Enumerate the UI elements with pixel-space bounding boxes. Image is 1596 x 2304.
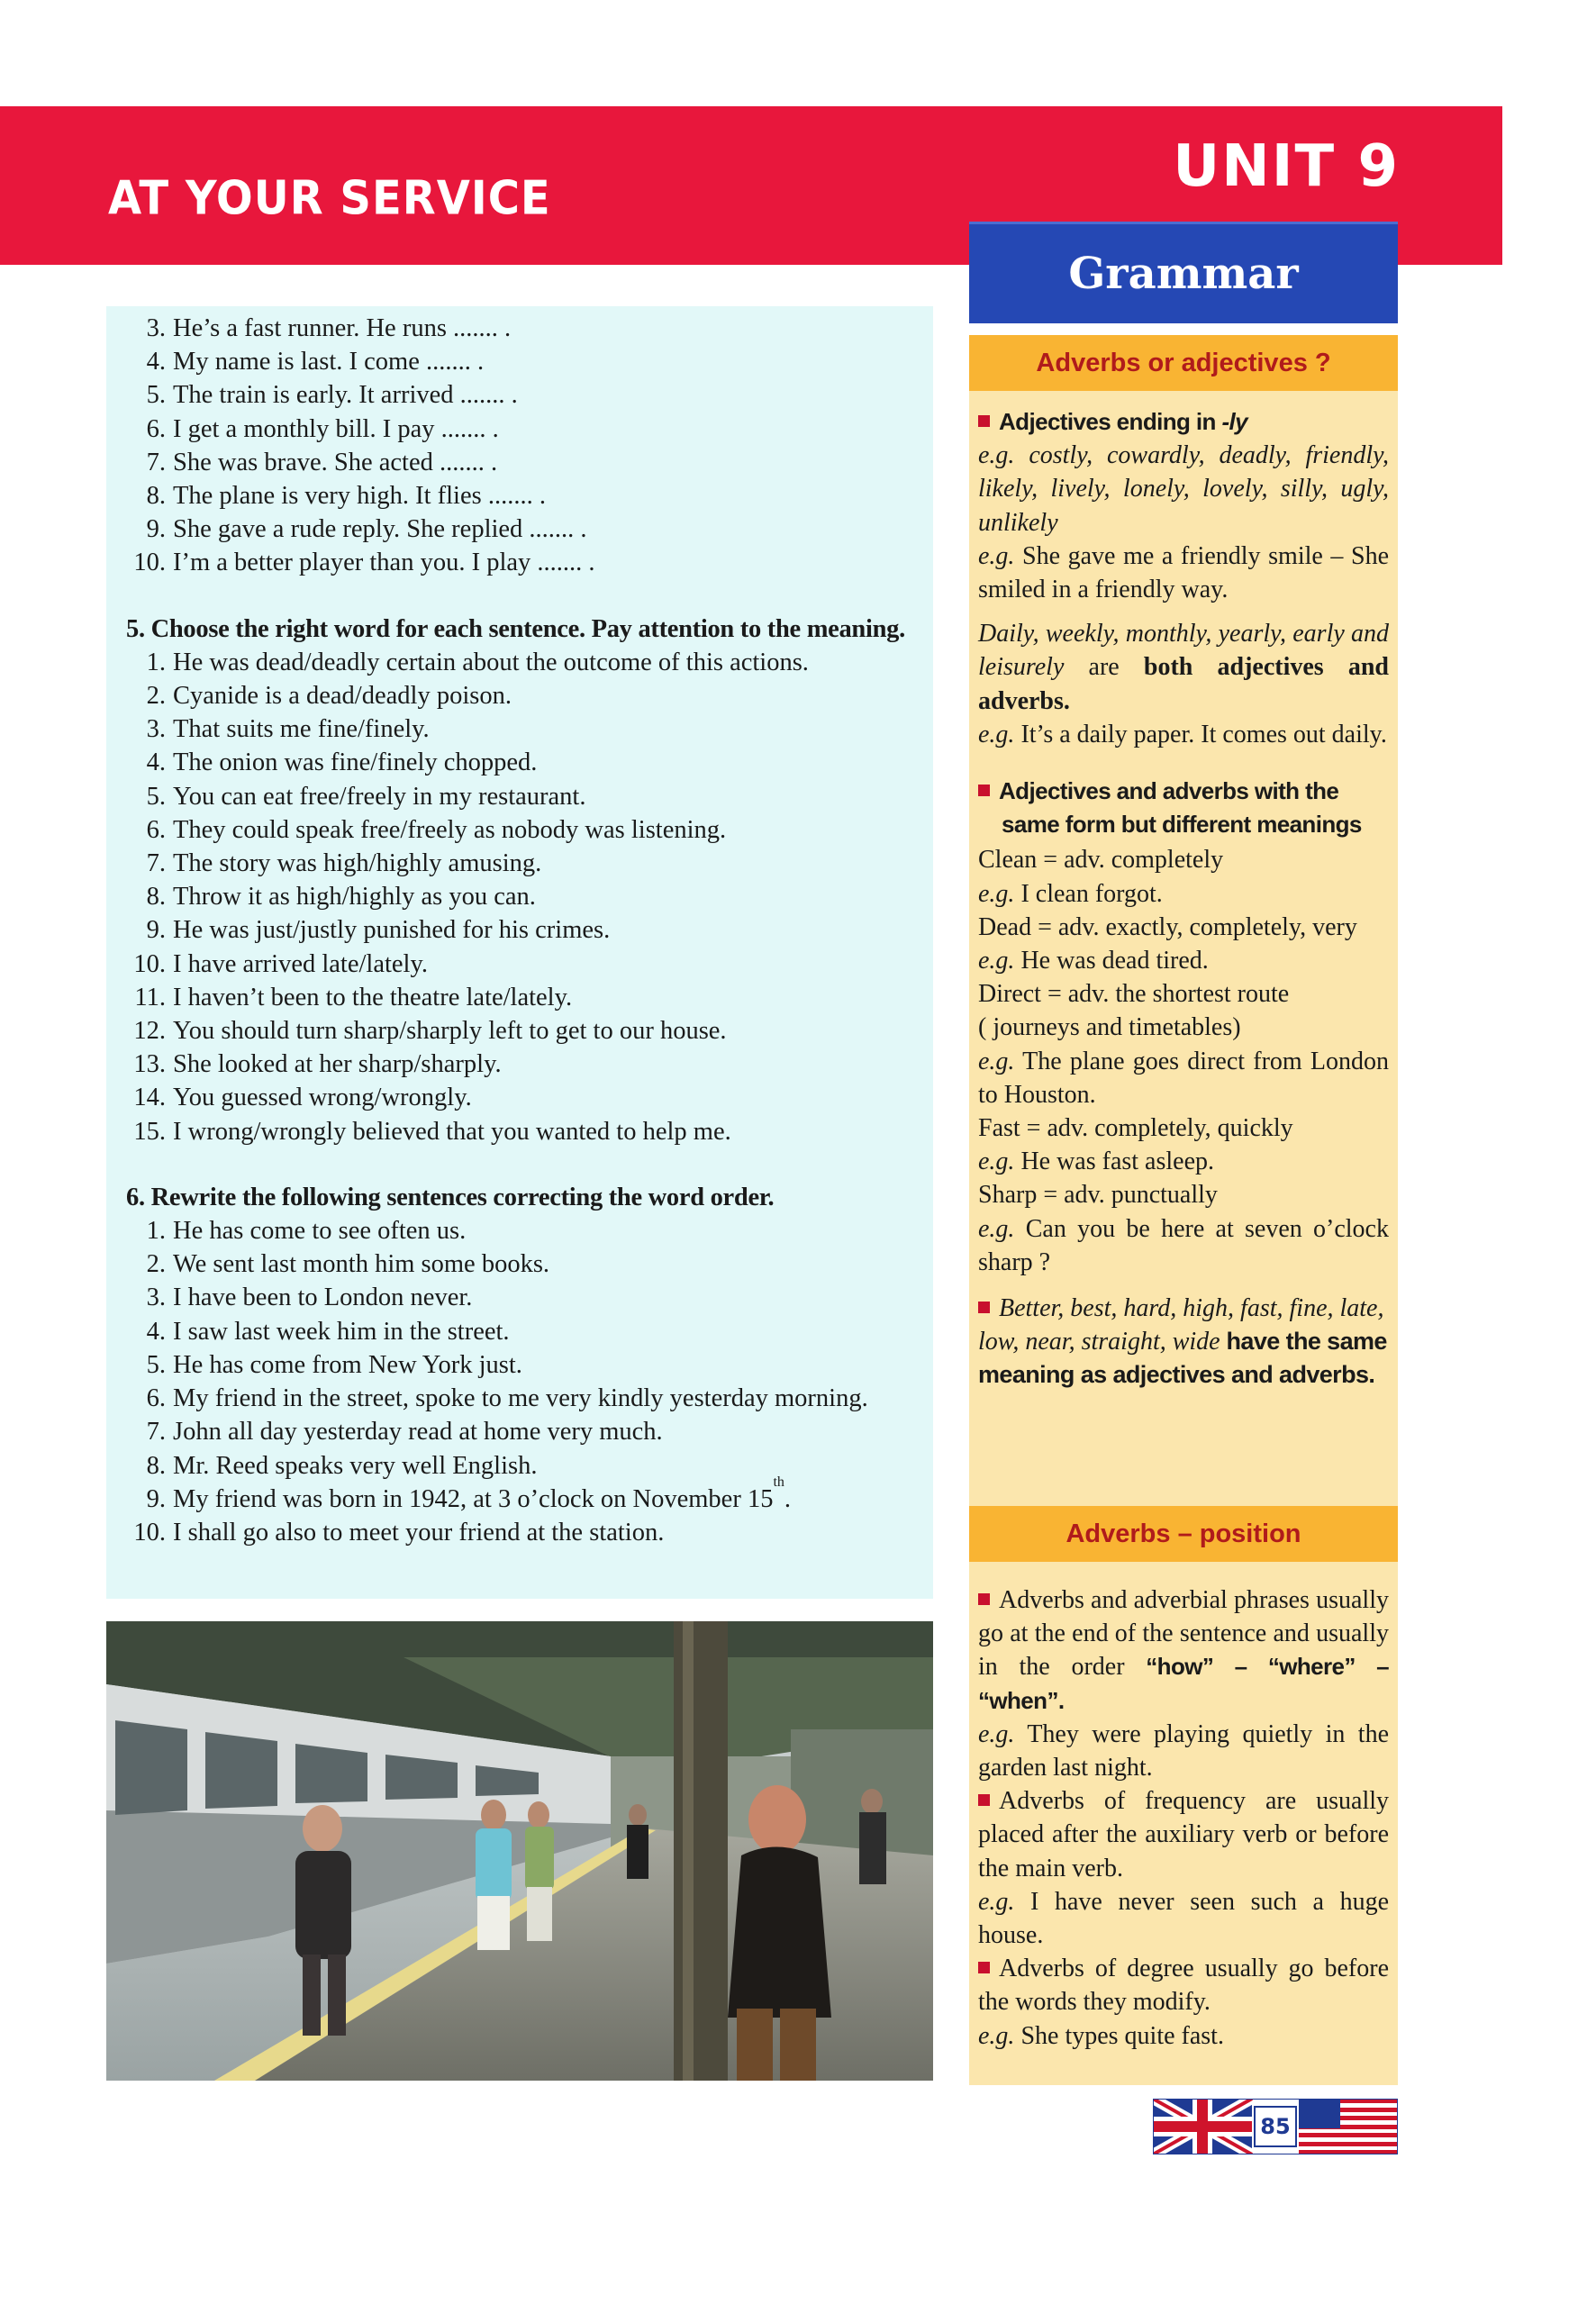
item-text: I saw last week him in the street. (173, 1317, 510, 1346)
unit-title: UNIT 9 (1173, 133, 1400, 200)
position-rule-degree: Adverbs of degree usually go before the words they modify. (978, 1955, 1389, 2017)
station-photo-illustration (106, 1621, 933, 2081)
exercise-5-heading: 5. Choose the right word for each sentence. Pay attention to the meaning. (126, 614, 905, 643)
meaning-text: ( journeys and timetables) (978, 1013, 1241, 1042)
example-daily-paper: e.g. It’s a daily paper. It comes out daily. (978, 720, 1387, 748)
item-text: I wrong/wrongly believed that you wanted to help me. (173, 1117, 731, 1146)
list-item (115, 948, 924, 981)
exercise-6-heading: 6. Rewrite the following sentences correcting the word order. (126, 1183, 775, 1211)
meaning-line (978, 1111, 1389, 1145)
square-bullet-icon (978, 415, 990, 427)
item-number: 2. (146, 1250, 166, 1279)
item-number: 8. (146, 1451, 166, 1480)
meaning-line (978, 1045, 1389, 1111)
meaning-text: Dead = adv. exactly, completely, very (978, 912, 1357, 941)
meaning-text: Clean = adv. completely (978, 846, 1224, 875)
item-text: I haven’t been to the theatre late/lately. (173, 983, 573, 1011)
exercise-6-list (115, 1214, 924, 1549)
example-ly-adjectives: e.g. costly, cowardly, deadly, friendly, likely, lively, lonely, lovely, silly, ugly, unlikely (978, 441, 1389, 537)
item-number: 7. (146, 448, 166, 476)
item-text: That suits me fine/finely. (173, 715, 430, 744)
example-types-fast: e.g. She types quite fast. (978, 2021, 1224, 2050)
item-text: She was brave. She acted ....... . (173, 448, 498, 476)
item-text: John all day yesterday read at home very much. (173, 1418, 663, 1447)
item-text: He was just/justly punished for his crimes. (173, 916, 611, 945)
bullet-same-meaning: Better, best, hard, high, fast, fine, late, low, near, straight, wide have the same meaning as adjectives and adverbs. (978, 1294, 1387, 1389)
item-number: 15. (133, 1117, 166, 1146)
item-text: He has come to see often us. (173, 1217, 467, 1246)
item-text: The story was high/highly amusing. (173, 849, 542, 878)
grammar-panel (969, 335, 1398, 2085)
item-number: 4. (146, 1317, 166, 1346)
example-label: e.g. (978, 947, 1015, 975)
meaning-text: Direct = adv. the shortest route (978, 980, 1290, 1009)
item-text: The onion was fine/finely chopped. (173, 748, 538, 777)
meaning-text: Fast = adv. completely, quickly (978, 1114, 1293, 1143)
list-item (115, 780, 924, 813)
square-bullet-icon (978, 1794, 990, 1806)
item-number: 5. (146, 381, 166, 410)
item-number: 5. (146, 1350, 166, 1379)
list-item (115, 312, 924, 345)
meaning-line (978, 1011, 1389, 1044)
both-adjectives-adverbs-note: Daily, weekly, monthly, yearly, early and leisurely are both adjectives and adverbs. (978, 620, 1389, 715)
item-text: Mr. Reed speaks very well English. (173, 1451, 538, 1480)
list-item (115, 1048, 924, 1081)
position-rule-frequency: Adverbs of frequency are usually placed after the auxiliary verb or before the main verb. (978, 1787, 1389, 1882)
item-text: He was dead/deadly certain about the outcome of this actions. (173, 648, 809, 676)
example-playing-quietly: e.g. They were playing quietly in the garden last night. (978, 1719, 1389, 1782)
item-number: 7. (146, 849, 166, 878)
adverbs-or-adjectives-content (978, 405, 1389, 1392)
item-number: 9. (146, 916, 166, 945)
ordinal-suffix: th (773, 1474, 784, 1490)
item-number: 7. (146, 1418, 166, 1447)
item-text: The train is early. It arrived ....... . (173, 381, 518, 410)
item-number: 10. (133, 549, 166, 577)
item-number: 2. (146, 682, 166, 711)
list-item (115, 1474, 924, 1516)
meaning-text: Sharp = adv. punctually (978, 1181, 1218, 1210)
meaning-line (978, 877, 1389, 911)
square-bullet-icon (978, 1593, 990, 1605)
item-number: 1. (146, 1217, 166, 1246)
item-number: 3. (146, 715, 166, 744)
list-item (115, 378, 924, 412)
meaning-line (978, 1212, 1389, 1279)
exercise-panel (106, 306, 933, 1599)
list-item (115, 546, 924, 579)
item-number: 13. (133, 1050, 166, 1079)
item-number: 8. (146, 482, 166, 511)
item-number: 6. (146, 414, 166, 443)
item-text: We sent last month him some books. (173, 1250, 550, 1279)
example-label: e.g. (978, 1147, 1015, 1176)
item-text: My name is last. I come ....... . (173, 348, 485, 376)
item-number: 3. (146, 314, 166, 342)
item-text: I have been to London never. (173, 1284, 473, 1312)
meaning-line (978, 843, 1389, 876)
list-item (115, 446, 924, 479)
meaning-line (978, 911, 1389, 944)
list-item (115, 646, 924, 679)
list-item (115, 1014, 924, 1048)
example-huge-house: e.g. I have never seen such a huge house. (978, 1887, 1389, 1950)
bullet-adjectives-ly: Adjectives ending in -ly (978, 405, 1389, 439)
list-item (115, 479, 924, 513)
list-item (115, 981, 924, 1014)
grammar-tab: Grammar (969, 222, 1398, 323)
list-item (115, 712, 924, 746)
item-number: 14. (133, 1084, 166, 1112)
list-item (115, 1449, 924, 1483)
item-text: She gave a rude reply. She replied ....... . (173, 515, 587, 544)
item-number: 4. (146, 348, 166, 376)
page-number-badge (1153, 2099, 1398, 2154)
exercise-5-list (115, 646, 924, 1148)
item-number: 8. (146, 883, 166, 912)
item-punctuation: . (784, 1484, 792, 1513)
item-text: I get a monthly bill. I pay ....... . (173, 414, 499, 443)
item-number: 11. (134, 983, 166, 1011)
list-item (115, 847, 924, 880)
item-number: 10. (133, 949, 166, 978)
adverbs-position-heading: Adverbs – position (969, 1506, 1398, 1562)
list-item (115, 913, 924, 947)
list-item (115, 1516, 924, 1549)
list-item (115, 679, 924, 712)
item-number: 9. (146, 515, 166, 544)
list-item (115, 1081, 924, 1114)
list-item (115, 345, 924, 378)
item-text: I have arrived late/lately. (173, 949, 428, 978)
example-friendly-smile: e.g. She gave me a friendly smile – She smiled in a friendly way. (978, 541, 1389, 604)
meaning-line (978, 1145, 1389, 1178)
meaning-line (978, 1178, 1389, 1211)
position-rule-how-where-when: Adverbs and adverbial phrases usually go at the end of the sentence and usually in the order “how” – “where” – “when”. (978, 1586, 1389, 1714)
item-number: 9. (146, 1484, 166, 1513)
item-number: 6. (146, 1384, 166, 1413)
adverbs-or-adjectives-heading: Adverbs or adjectives ? (969, 335, 1398, 391)
item-text: You should turn sharp/sharply left to get to our house. (173, 1017, 727, 1046)
list-item (115, 1415, 924, 1448)
meaning-line (978, 977, 1389, 1011)
meaning-text: I clean forgot. (1014, 879, 1163, 908)
example-label: e.g. (978, 1047, 1015, 1075)
list-item (115, 1382, 924, 1415)
item-text: I shall go also to meet your friend at the station. (173, 1518, 665, 1547)
example-label: e.g. (978, 879, 1015, 908)
page-number: 85 (1254, 2106, 1297, 2147)
item-text: You guessed wrong/wrongly. (173, 1084, 472, 1112)
item-text: I’m a better player than you. I play ....... . (173, 549, 595, 577)
meaning-text: He was fast asleep. (1014, 1147, 1215, 1176)
meaning-line (978, 944, 1389, 977)
item-number: 1. (146, 648, 166, 676)
item-text: My friend was born in 1942, at 3 o’clock on November 15 (173, 1484, 774, 1513)
list-item (115, 1247, 924, 1281)
item-text: He has come from New York just. (173, 1350, 522, 1379)
item-number: 3. (146, 1284, 166, 1312)
item-number: 10. (133, 1518, 166, 1547)
list-item (115, 413, 924, 446)
list-item (115, 1281, 924, 1314)
item-number: 12. (133, 1017, 166, 1046)
example-label: e.g. (978, 1214, 1015, 1243)
list-item (115, 1315, 924, 1348)
list-item (115, 513, 924, 546)
section-title: AT YOUR SERVICE (108, 170, 551, 226)
list-item (115, 746, 924, 779)
same-form-meanings-list (978, 843, 1389, 1279)
square-bullet-icon (978, 1962, 990, 1973)
square-bullet-icon (978, 1302, 990, 1313)
item-text: My friend in the street, spoke to me very kindly yesterday morning. (173, 1384, 868, 1413)
list-item (115, 1348, 924, 1382)
list-item (115, 880, 924, 913)
meaning-text: He was dead tired. (1014, 947, 1209, 975)
item-text: You can eat free/freely in my restaurant. (173, 782, 586, 811)
item-text: Throw it as high/highly as you can. (173, 883, 536, 912)
item-text: She looked at her sharp/sharply. (173, 1050, 502, 1079)
meaning-text: The plane goes direct from London to Houston. (978, 1047, 1389, 1109)
item-number: 6. (146, 815, 166, 844)
item-number: 5. (146, 782, 166, 811)
list-item (115, 1115, 924, 1148)
bullet-same-form-different-meanings: Adjectives and adverbs with the same form but different meanings (978, 775, 1389, 841)
square-bullet-icon (978, 785, 990, 796)
item-text: He’s a fast runner. He runs ....... . (173, 314, 512, 342)
meaning-text: Can you be here at seven o’clock sharp ? (978, 1214, 1389, 1276)
item-text: Cyanide is a dead/deadly poison. (173, 682, 512, 711)
item-number: 4. (146, 748, 166, 777)
list-item (115, 1214, 924, 1247)
station-platform-photo (106, 1621, 933, 2081)
item-text: The plane is very high. It flies ....... . (173, 482, 546, 511)
item-text: They could speak free/freely as nobody was listening. (173, 815, 727, 844)
exercise-4-list (115, 312, 924, 580)
list-item (115, 813, 924, 847)
adverbs-position-content (978, 1583, 1389, 2053)
